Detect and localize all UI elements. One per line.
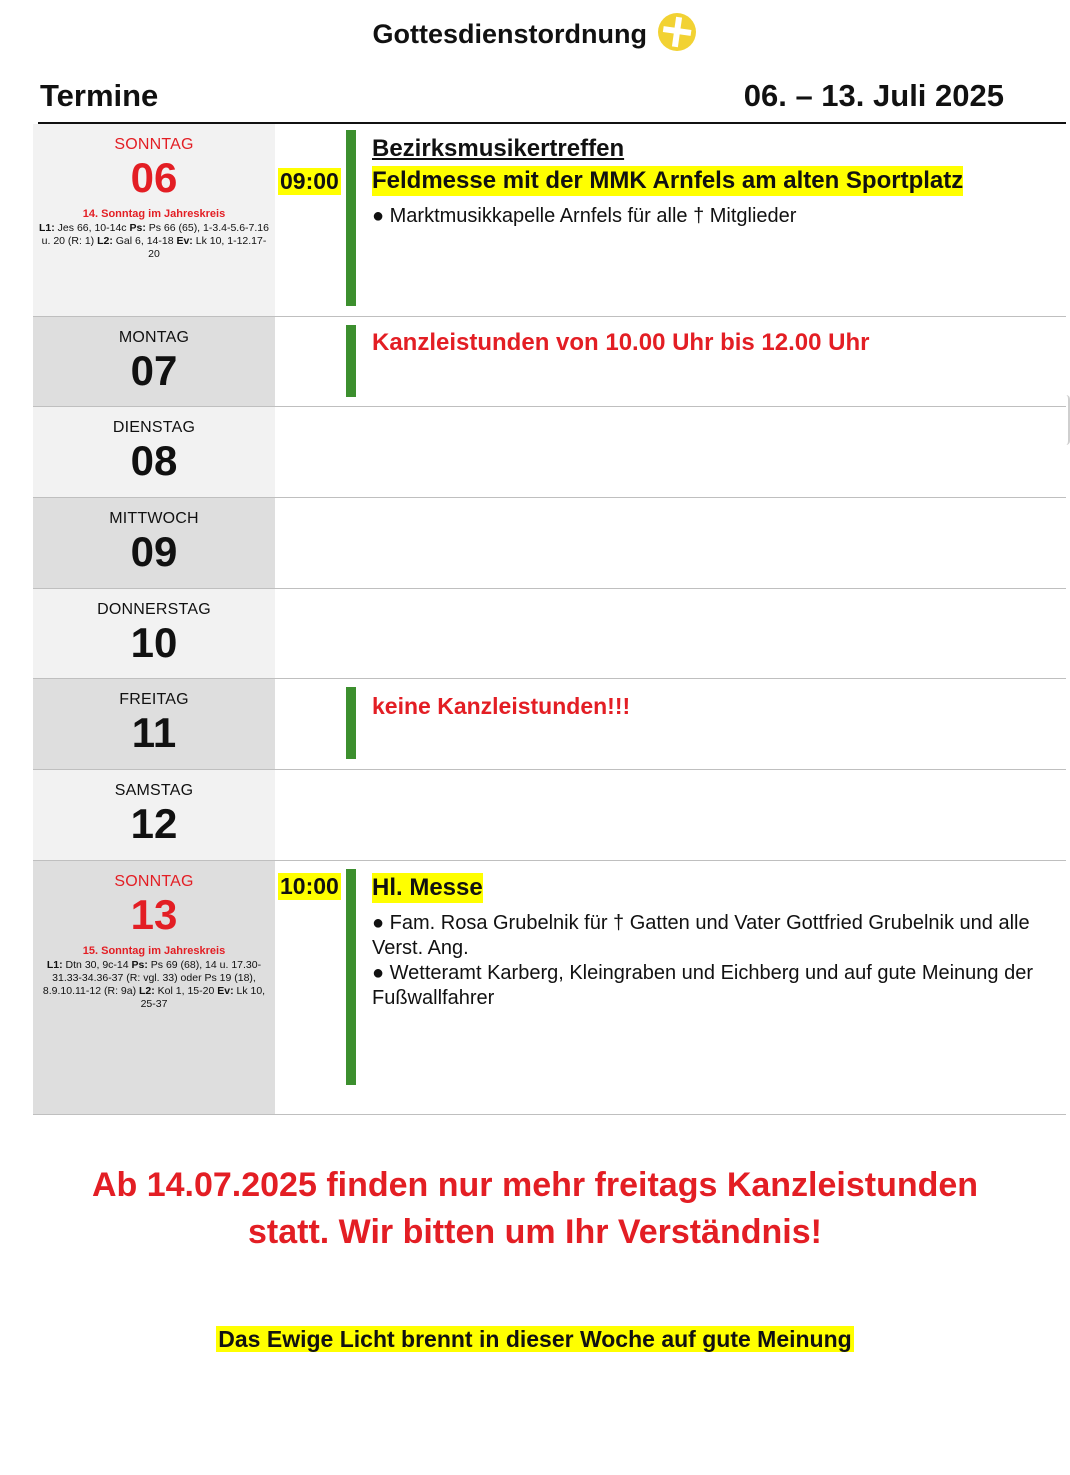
reading-value: Kol 1, 15-20 xyxy=(154,985,218,997)
liturgical-title: 14. Sonntag im Jahreskreis xyxy=(82,208,226,220)
event-red-text: Kanzleistunden von 10.00 Uhr bis 12.00 Uhr xyxy=(372,329,870,356)
reading-value: Jes 66, 10-14c xyxy=(54,222,130,234)
reading-value: Ps 69 (68), 14 u. 17.30-31.33-34.36-37 (R: vgl. 33) oder Ps 19 (18), 8.9.10.11-12 (R: 9a) xyxy=(42,959,262,997)
day-cell xyxy=(33,317,275,406)
page-edge-mark xyxy=(1065,395,1070,445)
day-cell xyxy=(33,407,275,497)
day-number: 08 xyxy=(130,437,178,484)
reading-key: L2: xyxy=(139,985,155,997)
day-cell xyxy=(33,679,275,769)
page-title xyxy=(0,12,1070,57)
day-number: 11 xyxy=(131,709,177,756)
day-name: SONNTAG xyxy=(114,873,194,890)
event-note: ● Marktmusikkapelle Arnfels für alle † Mitglieder xyxy=(372,205,797,227)
event-bar xyxy=(346,325,356,397)
reading-key: Ps: xyxy=(131,959,148,971)
schedule-table xyxy=(33,124,1066,1115)
reading-value: Lk 10, 25-37 xyxy=(140,985,266,1010)
day-row-thursday-10 xyxy=(33,589,1066,679)
day-cell xyxy=(33,124,275,316)
event-bar xyxy=(346,687,356,759)
day-name: DONNERSTAG xyxy=(97,601,211,618)
day-name: MITTWOCH xyxy=(109,510,199,527)
title-text: Gottesdienstordnung xyxy=(372,19,648,49)
day-name: MONTAG xyxy=(118,329,190,346)
event-text xyxy=(372,873,1046,1011)
header-row xyxy=(38,74,1066,124)
day-row-sunday-13 xyxy=(33,861,1066,1115)
day-cell xyxy=(33,861,275,1114)
day-name: SONNTAG xyxy=(114,136,194,153)
day-number: 06 xyxy=(130,154,178,201)
day-name: FREITAG xyxy=(119,691,189,708)
day-row-friday-11 xyxy=(33,679,1066,770)
notice-text xyxy=(0,1162,1070,1256)
day-row-wednesday-09 xyxy=(33,498,1066,589)
event-time: 09:00 xyxy=(280,168,339,194)
day-row-saturday-12 xyxy=(33,770,1066,861)
day-name: DIENSTAG xyxy=(112,419,196,436)
readings xyxy=(33,957,275,1011)
event-time: 10:00 xyxy=(280,873,339,899)
date-range: 06. – 13. Juli 2025 xyxy=(743,78,1004,113)
event-area xyxy=(275,679,1066,769)
event-heading: Bezirksmusikertreffen xyxy=(372,135,625,162)
day-number: 12 xyxy=(130,800,178,847)
notice-line-2: statt. Wir bitten um Ihr Verständnis! xyxy=(248,1213,822,1251)
eternal-light-text: Das Ewige Licht brennt in dieser Woche auf gute Meinung xyxy=(218,1326,852,1352)
day-name: SAMSTAG xyxy=(114,782,194,799)
day-row-sunday-06 xyxy=(33,124,1066,317)
termine-label: Termine xyxy=(40,78,159,113)
event-bar xyxy=(346,869,356,1085)
event-title: Feldmesse mit der MMK Arnfels am alten Sportplatz xyxy=(372,167,964,194)
event-red-text: keine Kanzleistunden!!! xyxy=(372,693,631,719)
event-bar xyxy=(346,130,356,306)
reading-key: Ps: xyxy=(129,222,146,234)
event-area xyxy=(275,124,1066,316)
liturgical-title: 15. Sonntag im Jahreskreis xyxy=(82,945,226,957)
reading-key: L2: xyxy=(97,235,113,247)
reading-key: L1: xyxy=(46,959,63,971)
cross-logo-icon xyxy=(657,12,697,57)
day-row-tuesday-08 xyxy=(33,407,1066,498)
reading-value: Gal 6, 14-18 xyxy=(112,235,177,247)
day-cell xyxy=(33,589,275,678)
event-area xyxy=(275,317,1066,406)
day-row-monday-07 xyxy=(33,317,1066,407)
reading-key: Ev: xyxy=(176,235,193,247)
reading-key: L1: xyxy=(39,222,55,234)
eternal-light-line xyxy=(0,1326,1070,1353)
event-area xyxy=(275,861,1066,1114)
reading-value: Dtn 30, 9c-14 xyxy=(62,959,132,971)
reading-value: Lk 10, 1-12.17-20 xyxy=(148,235,267,260)
day-number: 07 xyxy=(130,347,178,394)
day-number: 09 xyxy=(130,528,178,575)
event-note: ● Fam. Rosa Grubelnik für † Gatten und Vater Gottfried Grubelnik und alle Verst. Ang. xyxy=(372,912,1030,959)
day-cell xyxy=(33,770,275,860)
day-number: 13 xyxy=(130,891,178,938)
event-note: ● Wetteramt Karberg, Kleingraben und Eichberg und auf gute Meinung der Fußwallfahrer xyxy=(372,962,1034,1009)
notice-line-1: Ab 14.07.2025 finden nur mehr freitags Kanzleistunden xyxy=(91,1166,979,1204)
day-cell xyxy=(33,498,275,588)
reading-key: Ev: xyxy=(217,985,234,997)
event-text xyxy=(372,134,1046,229)
day-number: 10 xyxy=(130,619,178,666)
event-title: Hl. Messe xyxy=(372,874,483,901)
readings xyxy=(33,220,275,261)
reading-value: Ps 66 (65), 1-3.4-5.6-7.16 u. 20 (R: 1) xyxy=(41,222,269,247)
